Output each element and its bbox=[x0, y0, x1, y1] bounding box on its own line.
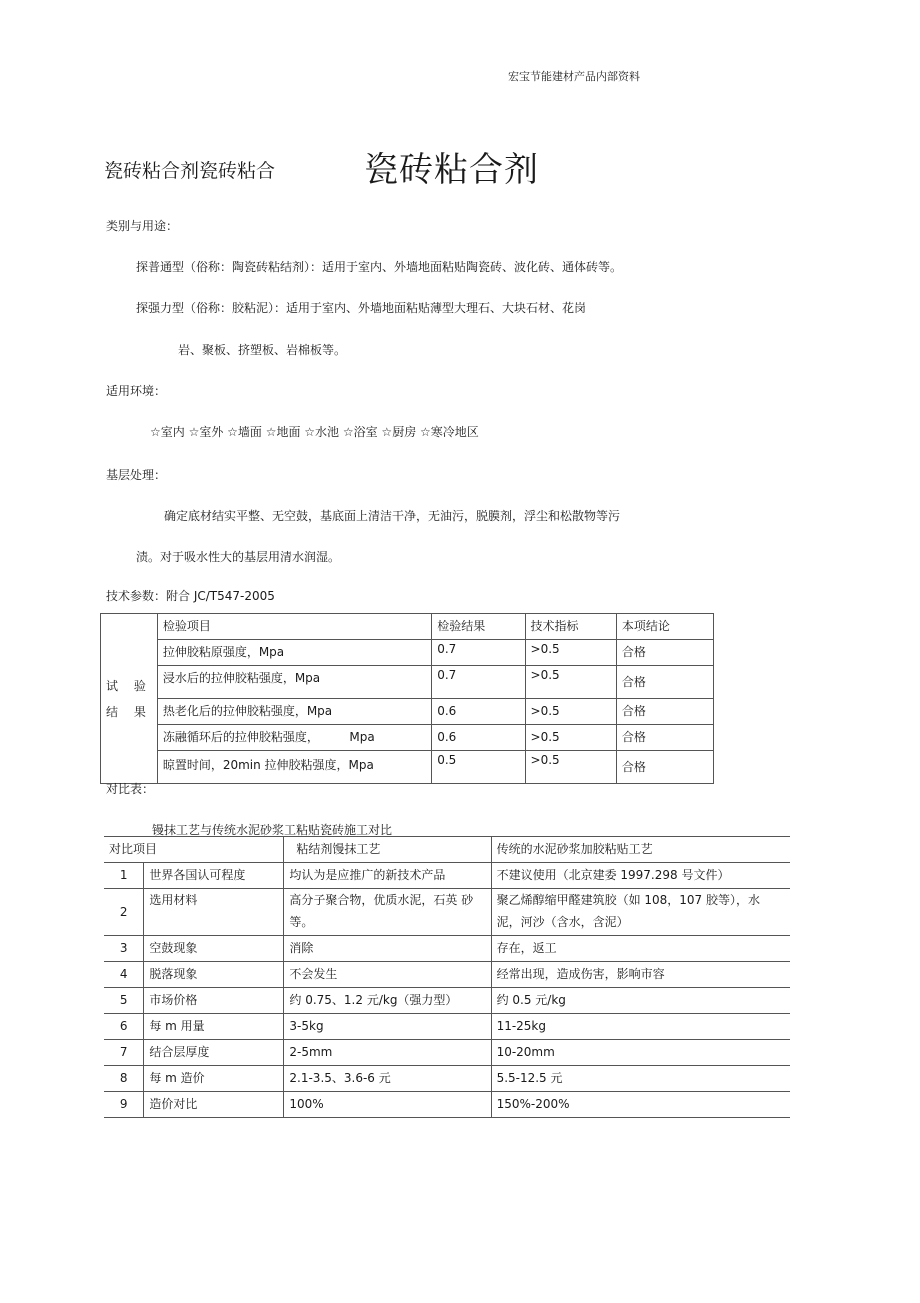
table-header-row bbox=[104, 837, 790, 863]
table-row: 3 空鼓现象 消除 存在，返工 bbox=[104, 936, 790, 962]
category-line-1: 探普通型（俗称：陶瓷砖粘结剂）：适用于室内、外墙地面粘贴陶瓷砖、波化砖、通体砖等。 bbox=[136, 260, 623, 274]
col-header: 检验结果 bbox=[432, 614, 525, 640]
title-small: 瓷砖粘合剂瓷砖粘合 bbox=[104, 160, 276, 182]
col-header: 粘结剂馒抹工艺 bbox=[284, 837, 491, 863]
table-row: 8 每 m 造价 2.1-3.5、3.6-6 元 5.5-12.5 元 bbox=[104, 1066, 790, 1092]
base-line-2: 渍。对于吸水性大的基层用清水润湿。 bbox=[136, 550, 341, 564]
base-line-1: 确定底材结实平整、无空鼓，基底面上清洁干净，无油污，脱膜剂，浮尘和松散物等污 bbox=[164, 509, 621, 523]
side-label: 试 验 结 果 bbox=[101, 614, 158, 784]
col-header: 传统的水泥砂浆加胶粘贴工艺 bbox=[491, 837, 790, 863]
table-row: 1 世界各国认可程度 均认为是应推广的新技术产品 不建议使用（北京建委 1997.298 号文件） bbox=[104, 863, 790, 889]
col-header: 本项结论 bbox=[616, 614, 713, 640]
table-row: 5 市场价格 约 0.75、1.2 元/kg（强力型） 约 0.5 元/kg bbox=[104, 988, 790, 1014]
compare-title: 镘抹工艺与传统水泥砂浆工粘贴瓷砖施工对比 bbox=[152, 823, 393, 837]
table-row: 拉伸胶粘原强度，Mpa 0.7 >0.5 合格 bbox=[101, 640, 714, 666]
table-row: 7 结合层厚度 2-5mm 10-20mm bbox=[104, 1040, 790, 1066]
env-heading: 适用环境： bbox=[106, 384, 167, 398]
compare-label: 对比表： bbox=[106, 782, 155, 796]
table-row: 热老化后的拉伸胶粘强度，Mpa 0.6 >0.5 合格 bbox=[101, 699, 714, 725]
header-note: 宏宝节能建材产品内部资料 bbox=[508, 70, 640, 83]
table-row: 浸水后的拉伸胶粘强度，Mpa 0.7 >0.5 合格 bbox=[101, 666, 714, 699]
category-heading: 类别与用途： bbox=[106, 219, 179, 233]
env-items: ☆室内 ☆室外 ☆墙面 ☆地面 ☆水池 ☆浴室 ☆厨房 ☆寒冷地区 bbox=[150, 425, 479, 439]
base-heading: 基层处理： bbox=[106, 468, 167, 482]
comparison-table bbox=[104, 836, 790, 1118]
col-header: 对比项目 bbox=[104, 837, 284, 863]
table-row: 9 造价对比 100% 150%-200% bbox=[104, 1092, 790, 1118]
table-row: 6 每 m 用量 3-5kg 11-25kg bbox=[104, 1014, 790, 1040]
col-header: 技术指标 bbox=[525, 614, 616, 640]
col-header: 检验项目 bbox=[157, 614, 431, 640]
category-line-2: 探强力型（俗称：胶粘泥）：适用于室内、外墙地面粘贴薄型大理石、大块石材、花岗 bbox=[136, 301, 587, 315]
test-results-table bbox=[100, 613, 714, 784]
table-row: 2 选用材料 高分子聚合物，优质水泥，石英 砂等。 聚乙烯醇缩甲醛建筑胶（如 108，107 胶等），水 泥，河沙（含水，含泥） bbox=[104, 889, 790, 936]
table-row: 4 脱落现象 不会发生 经常出现，造成伤害，影响市容 bbox=[104, 962, 790, 988]
table-row: 冻融循环后的拉伸胶粘强度， Mpa 0.6 >0.5 合格 bbox=[101, 725, 714, 751]
page-title: 瓷砖粘合剂 bbox=[364, 150, 539, 190]
table-row: 晾置时间，20min 拉伸胶粘强度，Mpa 0.5 >0.5 合格 bbox=[101, 751, 714, 784]
tech-heading: 技术参数：附合 JC/T547-2005 bbox=[106, 589, 275, 603]
category-line-3: 岩、聚板、挤塑板、岩棉板等。 bbox=[178, 343, 347, 357]
table-header-row bbox=[101, 614, 714, 640]
